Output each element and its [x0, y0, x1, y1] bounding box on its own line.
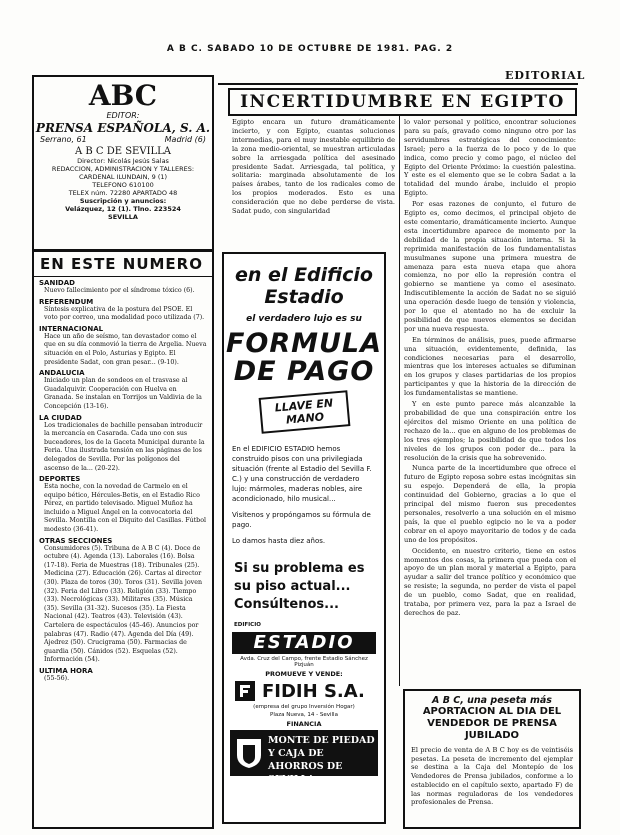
- index-section-name: ULTIMA HORA: [39, 666, 93, 675]
- monte-banner: [230, 730, 378, 785]
- publisher-name: PRENSA ESPAÑOLA, S. A.: [35, 121, 211, 135]
- estadio-logo: ESTADIO: [232, 632, 376, 654]
- real-estate-ad: [222, 252, 386, 824]
- index-box: [32, 250, 214, 829]
- editorial-lead: Egipto encara un futuro dramáticamente incierto, y con Egipto, cuantas soluciones intermedias, para el muy inestable equilibrio de la zona medio-oriental, se muestran articuladas sobre la arriesgada política del asesinado presidente Sadat. Arriesgada, tal política, y solitaria: marginada absolutamente de los países árabes, tanto de los radicales como de los propios moderados. Esto es una consideración que no debe perderse de vista. Sadat pudo, con singularidad: [232, 118, 395, 216]
- fidih-row: [234, 680, 384, 702]
- ad-formula-line1: FORMULA: [225, 328, 383, 359]
- promueve-label: PROMUEVE Y VENDE:: [265, 670, 343, 678]
- fidih-name: FIDIH S.A.: [262, 680, 365, 702]
- editorial-rule: [218, 83, 578, 85]
- editorial-headline: INCERTIDUMBRE EN EGIPTO: [228, 88, 577, 116]
- notice-kicker: A B C, una peseta más: [432, 695, 552, 706]
- address-left: Serrano, 61: [40, 135, 87, 144]
- ad-formula-line2: DE PAGO: [233, 356, 375, 387]
- editorial-label: EDITORIAL: [505, 69, 586, 82]
- fidih-group: (empresa del grupo Inversión Hogar): [253, 704, 355, 710]
- ad-headline-line1: en el Edificio: [235, 264, 373, 286]
- editorial-paragraph: Nunca parte de la incertidumbre que ofrece el futuro de Egipto reposa sobre estas incógnitas sin su espejo. Dependerá de ella, la propia continuidad del Gobierno, gracias a lo que el principal del mismo fueron sus precedentes personales, resolverlo a una solución en el mismo país, la que el pueblo egipcio no le va a poder cobrar en el apoyo mayoritario de todos y de cada uno de los propósitos.: [404, 464, 576, 544]
- index-section-name: OTRAS SECCIONES: [39, 536, 113, 545]
- index-section-text: Síntesis explicativa de la postura del PSOE. El voto por correo, una modalidad poco utilizada (7).: [44, 305, 205, 322]
- index-section-text: Iniciado un plan de sondeos en el trasvase al Guadalquivir. Cooperación con Huelva en Granada. Se instalan en Torrijos un Valdivia de la Concepción (13-16).: [44, 377, 202, 410]
- editor-label: EDITOR:: [106, 111, 140, 120]
- address-right: Madrid (6): [164, 135, 206, 144]
- index-section-text: Esta noche, con la novedad de Carmelo en el equipo bético, Hércules-Betis, en el Estadio Rico Pérez, en partido televisado. Miguel Muñoz ha incluido a Miguel Ángel en la convocatoria del Sevilla. Montilla con el Diquito del Casillas. Fútbol modesto (36-41).: [44, 483, 207, 534]
- index-section-text: Consumidores (5). Tribuna de A B C (4). Doce de octubre (4). Agenda (13). Laborales (16). Bolsa (17-18). Feria de Muestras (18). Tribunales (25). Medicina (27). Educación (26). Cartas al director (30). Plaza de toros (30). Toros (31). Sevilla joven (32). Feria del Libro (33). Religión (33). Tiempo (33). Necrológicas (33). Militares (35). Música (35). Sevilla (31-32). Sucesos (35). La Fiesta Nacional (42). Teatros (43). Televisión (43). Cartelera de espectáculos (45-46). Anuncios por palabras (47). Radio (47). Agenda del Día (49). Ajedrez (50). Crucigrama (50). Farmacias de guardia (50). Cánidos (52). Esquelas (52). Información (54).: [44, 544, 202, 664]
- index-section-name: ANDALUCIA: [39, 369, 85, 378]
- ad-tagline: el verdadero lujo es su: [246, 314, 362, 324]
- editorial-paragraph: Occidente, en nuestro criterio, tiene en estos momentos dos cosas, la primera que pueda con el apoyo de un plan moral y material a Egipto, para ayudar a salir del trance político y económico que se resiste; la segunda, no perder de vista el papel de un pueblo, como Sadat, que en realidad, trataba, por primera vez, para la paz a Israel de derechos de paz.: [404, 546, 576, 617]
- index-title: EN ESTE NUMERO: [34, 252, 212, 277]
- ad-deadline: Lo damos hasta diez años.: [232, 537, 326, 545]
- masthead-box: [32, 75, 214, 251]
- estadio-address: Avda. Cruz del Campo, frente Estadio Sánchez Pizjuán: [240, 656, 368, 668]
- redaccion-line: REDACCION, ADMINISTRACION Y TALLERES:: [51, 165, 195, 173]
- index-section-name: SANIDAD: [39, 279, 75, 287]
- monte-shield-icon: [235, 737, 263, 769]
- edificio-label: EDIFICIO: [234, 622, 261, 628]
- ad-headline-line2: Estadio: [264, 286, 344, 308]
- monte-name: MONTE DE PIEDAD Y CAJA DE AHORROS DE SEVILLA: [268, 735, 375, 785]
- fidih-logo-icon: [234, 680, 256, 702]
- edition-name: A B C DE SEVILLA: [74, 146, 172, 157]
- phone-line: TELEFONO 610100: [92, 181, 154, 189]
- street-line: CARDENAL ILUNDAIN, 9 (1): [78, 173, 168, 181]
- index-section-name: REFERENDUM: [39, 297, 94, 306]
- page-header: A B C. SABADO 10 DE OCTUBRE DE 1981. PAG. 2: [166, 44, 454, 54]
- index-section-name: LA CIUDAD: [39, 413, 82, 422]
- notice-text: El precio de venta de A B C hoy es de veintiséis pesetas. La peseta de incremento del ejemplar se destina a la Caja del Montepío de los Vendedores de Prensa jubilados, conforme a lo establecido en el capítulo sexto, apartado F) de las normas reguladoras de los vendedores profesionales de Prensa.: [411, 746, 573, 807]
- editorial-paragraph: Por esas razones de conjunto, el futuro de Egipto es, como decimos, el principal objeto de este comentario, dramáticamente incierto. Aunque esta incertidumbre aparece de momento por la debilidad de la propia situación interna. Si la reprimida manifestación de los fundamentalistas musulmanes supone una primera muestra de amenaza para esta nueva etapa que ahora comienza, no por ello la represión contra el gobierno se mantiene ya como el asesinato. Indiscutiblemente la acción de Sadat no se siguió una operación desde luego de tensión y violencia, por lo que el atentado no ha de excluir la posibilidad de que nuevos elementos se decidan por una nueva respuesta.: [404, 200, 576, 333]
- fidih-address: Plaza Nueva, 14 - Sevilla: [270, 712, 338, 718]
- index-section-text: Los tradicionales de bachille pensaban introducir la mercancía en Casarada. Cada uno con sus buceadores, los de la Gaceta Municipal durante la Feria. Una ilustrada tensión en las páginas de los delegados de Sevilla. Por las polígonos del ascenso de la... (20-22).: [44, 421, 205, 472]
- index-section-name: INTERNACIONAL: [39, 324, 104, 333]
- ad-description: En el EDIFICIO ESTADIO hemos construido pisos con una privilegiada situación (frente al Estadio del Sevilla F. C.) y una construcción de verdadero lujo: mármoles, maderas nobles, aire acondicionado, hilo musical...: [232, 445, 372, 503]
- financia-label: FINANCIA: [286, 720, 322, 728]
- editorial-column-2: [404, 118, 576, 686]
- index-section-text: (55-56).: [44, 674, 70, 682]
- director-line: Director: Nicolás Jesús Salas: [77, 157, 169, 165]
- column-divider: [399, 116, 400, 686]
- notice-box: [403, 689, 581, 829]
- masthead-logo: ABC: [88, 79, 158, 112]
- velazquez-line: Velázquez, 12 (1). Tlno. 223524: [65, 205, 181, 213]
- subscription-line: Suscripción y anuncios:: [79, 197, 167, 205]
- editorial-paragraph: En términos de análisis, pues, puede afirmarse una situación, evidentemente, definida, las condiciones necesarias para el desarrollo, mientras que los intereses actuales se difuminan en los grupos y clases partidarias de los propios participantes y que la historia de la dirección de los fundamentalistas se mantiene.: [404, 335, 576, 398]
- ad-formula: [224, 330, 384, 386]
- editorial-paragraph: Y en este punto parece más alcanzable la probabilidad de que una conspiración entre los ejércitos del mismo Oriente en una política de rechazo de la... que en alguno de los problemas de los tres ejemplos; la posibilidad de que todos los niveles de los grupos con poder de... para la resolución de la crisis que ha sobrevenido.: [404, 400, 576, 462]
- city-line: SEVILLA: [108, 213, 138, 221]
- editorial-paragraph: lo valor personal y político, encontrar soluciones para su país, gravado como ninguno otro por las servidumbres estratégicas del conocimiento: Israel; pero a la fuerza de lo poco y de lo que indica, como precio y como pago, el núcleo del Egipto del Oriente Próximo: la cuestión palestina. Y este es el elemento que se le cobra Sadat a la totalidad del mundo árabe, incluido el propio Egipto.: [404, 118, 576, 198]
- index-section-text: Nuevo fallecimiento por el síndrome tóxico (6).: [44, 287, 195, 294]
- ad-problem: Si su problema es su piso actual... Consúltenos...: [234, 561, 365, 612]
- notice-headline: APORTACION AL DIA DEL VENDEDOR DE PRENSA JUBILADO: [422, 706, 562, 741]
- ad-headline: [224, 264, 384, 308]
- index-section-name: DEPORTES: [39, 475, 81, 484]
- index-section-text: Hace un año de seísmo, tan devastador como el que en su día conmovió la tierra de Argelia. Nueva situación en el Polo, Asturias y Egipto. El presidente Sadat, con gran pesar... (9-10).: [44, 332, 207, 366]
- ad-visit-text: Visítenos y propóngamos su fórmula de pago.: [232, 511, 371, 529]
- telex-line: TELEX núm. 72280 APARTADO 48: [68, 189, 178, 197]
- llave-badge: LLAVE EN MANO: [258, 390, 350, 434]
- publisher-address: [34, 135, 212, 145]
